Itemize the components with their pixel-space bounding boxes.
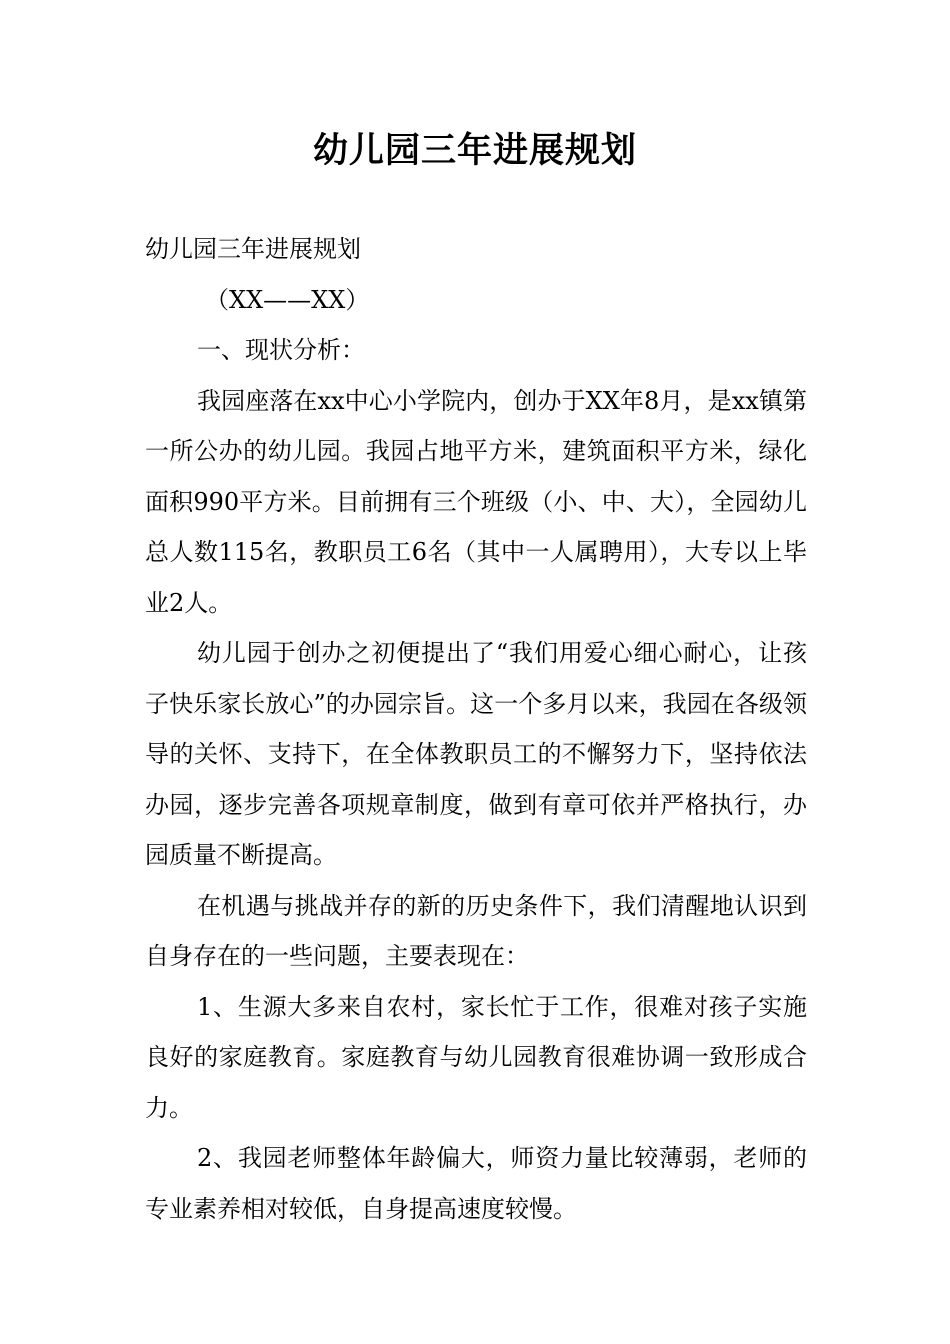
- section-heading: 一、现状分析：: [197, 336, 365, 364]
- paragraph-problem-1: 1、生源大多来自农村，家长忙于工作，很难对孩子实施良好的家庭教育。家庭教育与幼儿园教育很难协调一致形成合力。: [145, 992, 807, 1122]
- paragraph-background: 我园座落在xx中心小学院内，创办于XX年8月，是xx镇第一所公办的幼儿园。我园占地平方米，建筑面积平方米，绿化面积990平方米。目前拥有三个班级（小、中、大），全园幼儿总人数115名，教职员工6名（其中一人属聘用），大专以上毕业2人。: [145, 386, 807, 617]
- paragraph-mission: 幼儿园于创办之初便提出了“我们用爱心细心耐心，让孩子快乐家长放心”的办园宗旨。这一个多月以来，我园在各级领导的关怀、支持下，在全体教职员工的不懈努力下，坚持依法办园，逐步完善各项规章制度，做到有章可依并严格执行，办园质量不断提高。: [145, 639, 807, 869]
- paragraph-problem-2: 2、我园老师整体年龄偏大，师资力量比较薄弱，老师的专业素养相对较低，自身提高速度较慢。: [145, 1144, 807, 1223]
- document-subtitle: 幼儿园三年进展规划: [145, 235, 361, 263]
- document-period: （XX——XX）: [205, 285, 370, 314]
- document-body: [145, 224, 807, 1234]
- paragraph-problems-intro: 在机遇与挑战并存的新的历史条件下，我们清醒地认识到自身存在的一些问题，主要表现在：: [145, 891, 807, 970]
- document-title: 幼儿园三年进展规划: [312, 131, 637, 171]
